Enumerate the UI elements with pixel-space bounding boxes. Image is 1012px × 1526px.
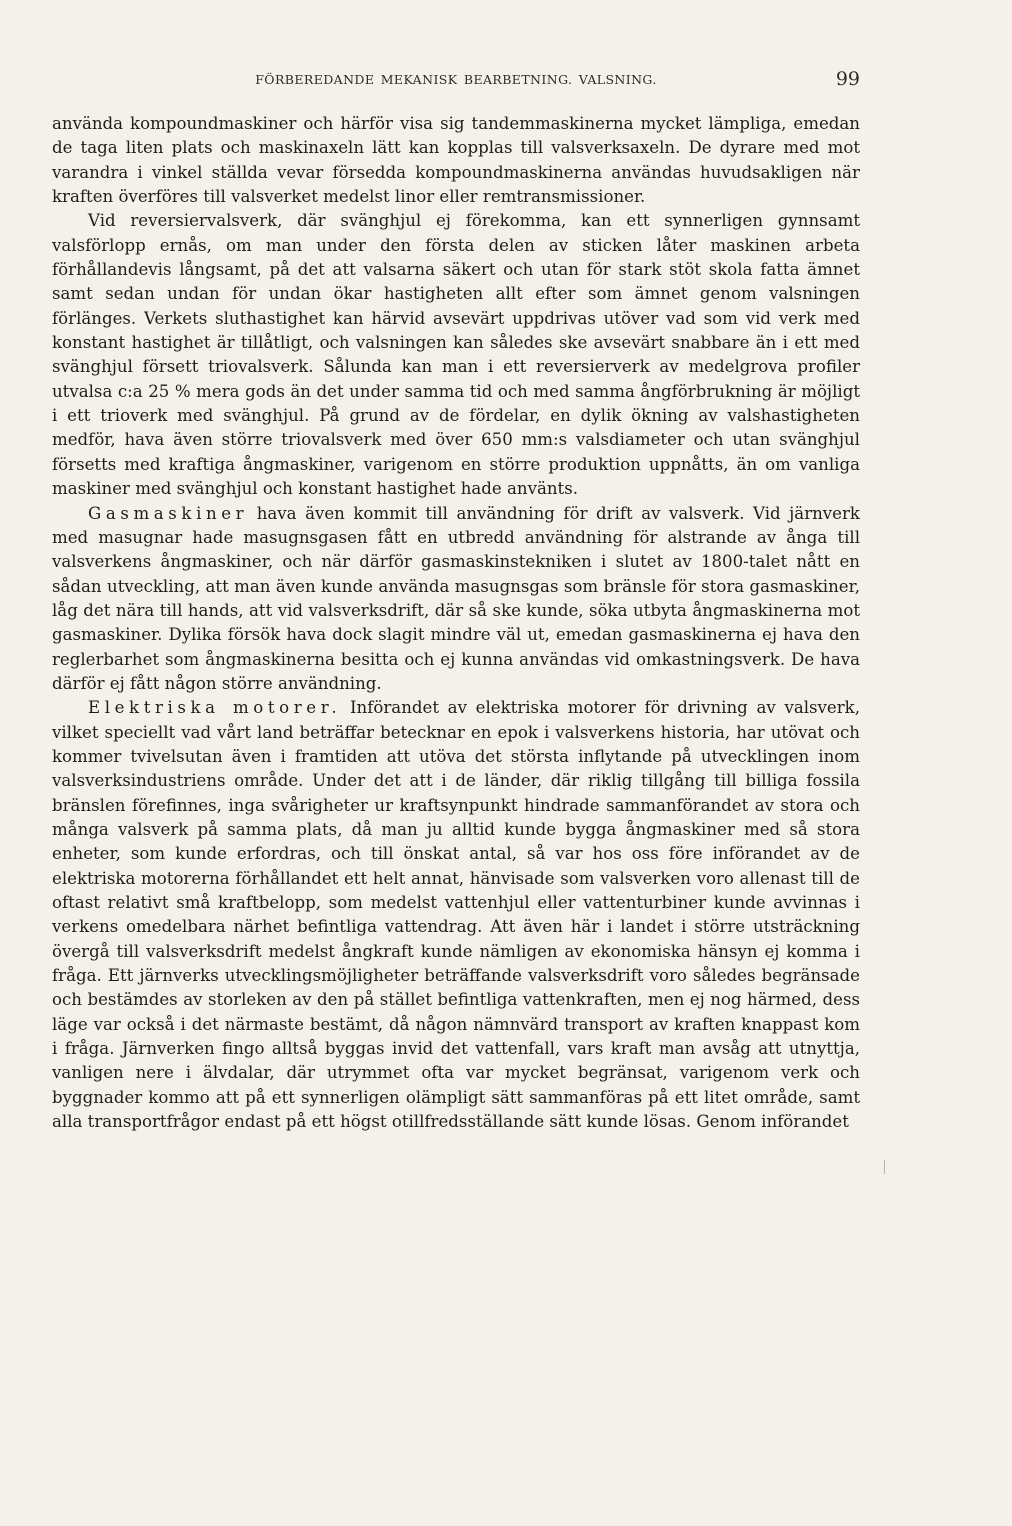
paragraph-text: Vid reversiervalsverk, där svänghjul ej förekomma, kan ett synnerligen gynnsamt valsförlopp ernås, om man under den första delen av sticken låter maskinen arbeta förhållandevis långsamt, på det att valsarna säkert och utan för stark stöt skola fatta ämnet samt sedan undan för undan ökar hastigheten allt efter som ämnet genom valsningen förlänges. Verkets sluthastighet kan härvid avsevärt uppdrivas utöver vad som vid verk med konstant hastighet är tillåtligt, och valsningen kan således ske avsevärt snabbare än i ett med svänghjul försett triovalsverk. Sålunda kan man i ett reversierverk av medelgrova profiler utvalsa c:a 25 % mera gods än det under samma tid och med samma ångförbrukning är möjligt i ett trioverk med svänghjul. På grund av de fördelar, en dylik ökning av valshastigheten medför, hava även större triovalsverk med över 650 mm:s valsdiameter och utan svänghjul försetts med kraftiga ångmaskiner, varigenom en större produktion uppnåtts, än om vanliga maskiner med svänghjul och konstant hastighet hade använts. bbox=[52, 211, 860, 499]
margin-mark bbox=[884, 1160, 885, 1174]
paragraph-reversing-mills bbox=[52, 209, 860, 501]
section-lead-gas-engines: Gasmaskiner bbox=[88, 503, 249, 523]
paragraph-gas-engines bbox=[52, 502, 860, 697]
running-title: FÖRBEREDANDE MEKANISK BEARBETNING. VALSNING. bbox=[255, 72, 657, 87]
section-lead-electric-motors: Elektriska motorer. bbox=[88, 698, 342, 718]
paragraph-electric-motors bbox=[52, 696, 860, 1134]
paragraph-text: hava även kommit till användning för drift av valsverk. Vid järnverk med masugnar hade masugnsgasen fått en utbredd användning för alstrande av ånga till valsverkens ångmaskiner, och när därför gasmaskinstekniken i slutet av 1800-talet nått en sådan utveckling, att man även kunde använda masugnsgas som bränsle för stora gasmaskiner, låg det nära till hands, att vid valsverksdrift, där så ske kunde, söka utbyta ångmaskinerna mot gasmaskiner. Dylika försök hava dock slagit mindre väl ut, emedan gasmaskinerna ej hava den reglerbarhet som ångmaskinerna besitta och ej kunna användas vid omkastningsverk. De hava därför ej fått någon större användning. bbox=[52, 503, 860, 693]
page-number: 99 bbox=[835, 68, 860, 90]
paragraph-text: använda kompoundmaskiner och härför visa sig tandemmaskinerna mycket lämpliga, emedan de taga liten plats och maskinaxeln lätt kan kopplas till valsverksaxeln. De dyrare med mot varandra i vinkel ställda vevar försedda kompoundmaskinerna användas huvudsakligen när kraften överföres till valsverket medelst linor eller remtransmissioner. bbox=[52, 114, 860, 207]
body-text bbox=[52, 112, 860, 1134]
paragraph-compound-engines bbox=[52, 112, 860, 209]
paragraph-text: Införandet av elektriska motorer för drivning av valsverk, vilket speciellt vad vårt land beträffar betecknar en epok i valsverkens historia, har utövat och kommer tvivelsutan även i framtiden att utöva det största inflytande på utvecklingen inom valsverksindustriens område. Under det att i de länder, där riklig tillgång till billiga fossila bränslen förefinnes, inga svårigheter ur kraftsynpunkt hindrade sammanförandet av stora och många valsverk på samma plats, då man ju alltid kunde bygga ångmaskiner med så stora enheter, som kunde erfordras, och till önskat antal, så var hos oss före införandet av de elektriska motorerna förhållandet ett helt annat, hänvisade som valsverken voro allenast till de oftast relativt små kraftbelopp, som medelst vattenhjul eller vattenturbiner kunde avvinnas i verkens omedelbara närhet befintliga vattendrag. Att även här i landet i större utsträckning övergå till valsverksdrift medelst ångkraft kunde nämligen av ekonomiska hänsyn ej komma i fråga. Ett järnverks utvecklingsmöjligheter beträffande valsverksdrift voro således begränsade och bestämdes av storleken av den på stället befintliga vattenkraften, men ej nog härmed, dess läge var också i det närmaste bestämt, då någon nämnvärd transport av kraften knappast kom i fråga. Järnverken fingo alltså byggas invid det vattenfall, vars kraft man avsåg att utnyttja, vanligen nere i älvdalar, där utrymmet ofta var mycket begränsat, varigenom verk och byggnader kommo att på ett synnerligen olämpligt sätt sammanföras på ett litet område, samt alla transportfrågor endast på ett högst otillfredsställande sätt kunde lösas. Genom införandet bbox=[52, 698, 860, 1132]
page-header bbox=[52, 68, 860, 94]
